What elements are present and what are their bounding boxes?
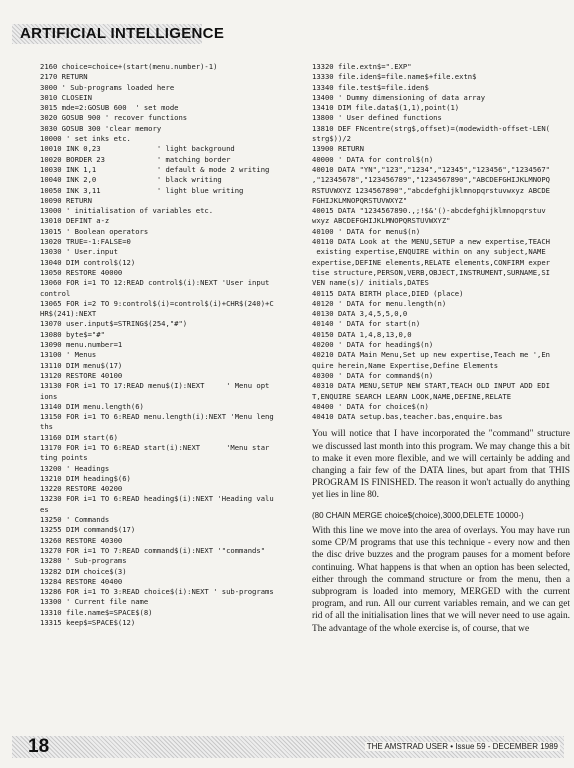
code-line: 10030 INK 1,1 ' default & mode 2 writing: [40, 164, 270, 174]
code-line: 13340 file.test$=file.iden$: [312, 82, 429, 92]
code-line: es: [40, 504, 49, 514]
code-line: 13220 RESTORE 40200: [40, 484, 123, 494]
code-line: 13040 DIM control$(12): [40, 257, 136, 267]
code-line: ions: [40, 391, 58, 401]
code-line: RSTUVWXYZ 1234567890","abcdefghijklmnopqrstuvwxyz ABCDE: [312, 185, 550, 195]
code-line: 10090 RETURN: [40, 195, 92, 205]
code-line: 13000 ' initialisation of variables etc.: [40, 206, 214, 216]
code-line: 13400 ' Dummy dimensioning of data array: [312, 92, 486, 102]
code-line: 40015 DATA "1234567890.,;!$&'()-abcdefghijklmnopqrstuv: [312, 206, 546, 216]
code-line: 13210 DIM heading$(6): [40, 473, 131, 483]
right-column: [312, 62, 570, 644]
code-line: 40300 ' DATA for command$(n): [312, 370, 434, 380]
code-line: 3030 GOSUB 300 'clear memory: [40, 123, 162, 133]
code-line: 13170 FOR i=1 TO 6:READ start(i):NEXT 'Menu star: [40, 442, 270, 452]
code-line: 13050 RESTORE 40000: [40, 267, 123, 277]
code-line: 13060 FOR i=1 TO 12:READ control$(i):NEXT 'User input: [40, 278, 270, 288]
body-paragraph-1: You will notice that I have incorporated the "command" structure we discussed last month into this program. We may change this a bit to make it even more flexible, and we will certainly be adding and changing a fair few of the DATA lines, but apart from that THIS PROGRAM IS FINISHED. The reason it won't actually do anything yet lies in line 80.: [312, 429, 570, 501]
code-line: 13120 RESTORE 40100: [40, 370, 123, 380]
code-line: 40000 ' DATA for control$(n): [312, 154, 434, 164]
code-line: 13282 DIM choice$(3): [40, 566, 127, 576]
code-line: HR$(241):NEXT: [40, 309, 97, 319]
code-line: 13200 ' Headings: [40, 463, 110, 473]
code-line: 10040 INK 2,0 ' black writing: [40, 175, 222, 185]
code-line: 40100 ' DATA for menu$(n): [312, 226, 421, 236]
code-line: 13130 FOR i=1 TO 17:READ menu$(I):NEXT ' Menu opt: [40, 381, 270, 391]
code-line: 13270 FOR i=1 TO 7:READ command$(i):NEXT '"commands": [40, 545, 266, 555]
code-line: 40200 ' DATA for heading$(n): [312, 340, 434, 350]
code-line: 13160 DIM start(6): [40, 432, 118, 442]
right-code-listing: [312, 62, 570, 422]
code-line: 40210 DATA Main Menu,Set up new expertise,Teach me ',En: [312, 350, 550, 360]
code-line: tise structure,PERSON,VERB,OBJECT,INSTRUMENT,SURNAME,SI: [312, 267, 550, 277]
code-line: 13110 DIM menu$(17): [40, 360, 123, 370]
code-line: 3020 GOSUB 900 ' recover functions: [40, 113, 188, 123]
magazine-credit: THE AMSTRAD USER • Issue 59 - DECEMBER 1989: [366, 742, 558, 751]
code-line: 13315 keep$=SPACE$(12): [40, 618, 136, 628]
code-line: 10010 INK 0,23 ' light background: [40, 144, 235, 154]
code-line: VEN name(s)/ initials,DATES: [312, 278, 429, 288]
code-line: 3010 CLOSEIN: [40, 92, 92, 102]
code-line: FGHIJKLMNOPQRSTUVWXYZ": [312, 195, 408, 205]
code-line: existing expertise,ENQUIRE within on any subject,NAME: [312, 247, 546, 257]
code-line: 2160 choice=choice+(start(menu.number)-1): [40, 62, 218, 71]
code-line: ,"12345678","123456789","1234567890","ABCDEFGHIJKLMNOPQ: [312, 175, 550, 185]
code-line: 40110 DATA Look at the MENU,SETUP a new expertise,TEACH: [312, 237, 550, 247]
code-line: 13250 ' Commands: [40, 515, 110, 525]
code-line: 13020 TRUE=-1:FALSE=0: [40, 237, 131, 247]
code-line: 40130 DATA 3,4,5,5,0,0: [312, 309, 408, 319]
code-line: 13065 FOR i=2 TO 9:control$(i)=control$(i)+CHR$(240)+C: [40, 298, 274, 308]
code-line: 13900 RETURN: [312, 144, 364, 154]
code-line: 13030 ' User.input: [40, 247, 118, 257]
code-line: strg$))/2: [312, 134, 351, 144]
code-line: 13410 DIM file.data$(1,1),point(1): [312, 103, 460, 113]
code-line: 13310 file.name$=SPACE$(8): [40, 607, 153, 617]
code-line: T,ENQUIRE SEARCH LEARN LOOK,NAME,DEFINE,RELATE: [312, 391, 512, 401]
code-line: 13015 ' Boolean operators: [40, 226, 149, 236]
code-line: 13150 FOR i=1 TO 6:READ menu.length(i):NEXT 'Menu leng: [40, 412, 274, 422]
code-line: 3000 ' Sub-programs loaded here: [40, 82, 175, 92]
code-line: 40115 DATA BIRTH place,DIED (place): [312, 288, 464, 298]
code-line: 2170 RETURN: [40, 72, 88, 82]
code-line: 13286 FOR i=1 TO 3:READ choice$(i):NEXT ' sub-programs: [40, 587, 274, 597]
code-line: 13800 ' User defined functions: [312, 113, 442, 123]
code-line: quire herein,Name Expertise,Define Elements: [312, 360, 499, 370]
code-line: 13284 RESTORE 40400: [40, 576, 123, 586]
code-line: ting points: [40, 453, 88, 463]
code-callout: (80 CHAIN MERGE choice$(choice),3000,DELETE 10000-): [312, 511, 524, 520]
code-line: 13140 DIM menu.length(6): [40, 401, 144, 411]
code-line: 13100 ' Menus: [40, 350, 97, 360]
code-line: 40400 ' DATA for choice$(n): [312, 401, 429, 411]
code-line: 10000 ' set inks etc.: [40, 134, 131, 144]
code-line: 10020 BORDER 23 ' matching border: [40, 154, 231, 164]
code-line: 3015 mde=2:GOSUB 600 ' set mode: [40, 103, 179, 113]
code-line: 40150 DATA 1,4,8,13,0,0: [312, 329, 412, 339]
body-paragraph-2: With this line we move into the area of overlays. You may have run some CP/M programs that use this technique - every now and then the disc drive buzzes and the program pauses for a moment before continuing. What happens is that when an option has been selected, either through the command structure or from the menu, then a subprogram is loaded into memory, MERGED with the current program, and run. All our current variables remain, and we can get rid of all the initialisation lines that we will never need to use again. The advantage of the whole exercise is, of course, that we: [312, 526, 570, 634]
code-line: 13330 file.iden$=file.name$+file.extn$: [312, 72, 477, 82]
code-line: 40140 ' DATA for start(n): [312, 319, 421, 329]
code-line: 40120 ' DATA for menu.length(n): [312, 298, 447, 308]
code-line: 40310 DATA MENU,SETUP NEW START,TEACH OLD INPUT ADD EDI: [312, 381, 550, 391]
code-line: ths: [40, 422, 53, 432]
code-line: 10050 INK 3,11 ' light blue writing: [40, 185, 244, 195]
code-line: 13070 user.input$=STRING$(254,"#"): [40, 319, 188, 329]
page-number: 18: [28, 736, 50, 757]
code-line: control: [40, 288, 71, 298]
code-line: expertise,DEFINE elements,RELATE elements,CONFIRM exper: [312, 257, 550, 267]
left-code-column: [40, 62, 300, 628]
code-line: 13280 ' Sub-programs: [40, 556, 127, 566]
code-line: 40010 DATA "YN","123","1234","12345","123456","1234567": [312, 164, 550, 174]
code-line: 13230 FOR i=1 TO 6:READ heading$(i):NEXT 'Heading valu: [40, 494, 274, 504]
code-line: 13080 byte$="#": [40, 329, 105, 339]
code-line: wxyz ABCDEFGHIJKLMNOPQRSTUVWXYZ": [312, 216, 451, 226]
code-line: 13255 DIM command$(17): [40, 525, 136, 535]
section-title: ARTIFICIAL INTELLIGENCE: [20, 25, 225, 42]
code-line: 40410 DATA setup.bas,teacher.bas,enquire.bas: [312, 412, 503, 422]
code-line: 13010 DEFINT a-z: [40, 216, 110, 226]
code-line: 13300 ' Current file name: [40, 597, 149, 607]
code-line: 13810 DEF FNcentre(strg$,offset)=(modewidth-offset-LEN(: [312, 123, 550, 133]
code-line: 13090 menu.number=1: [40, 340, 123, 350]
code-line: 13320 file.extn$=".EXP": [312, 62, 412, 71]
code-line: 13260 RESTORE 40300: [40, 535, 123, 545]
